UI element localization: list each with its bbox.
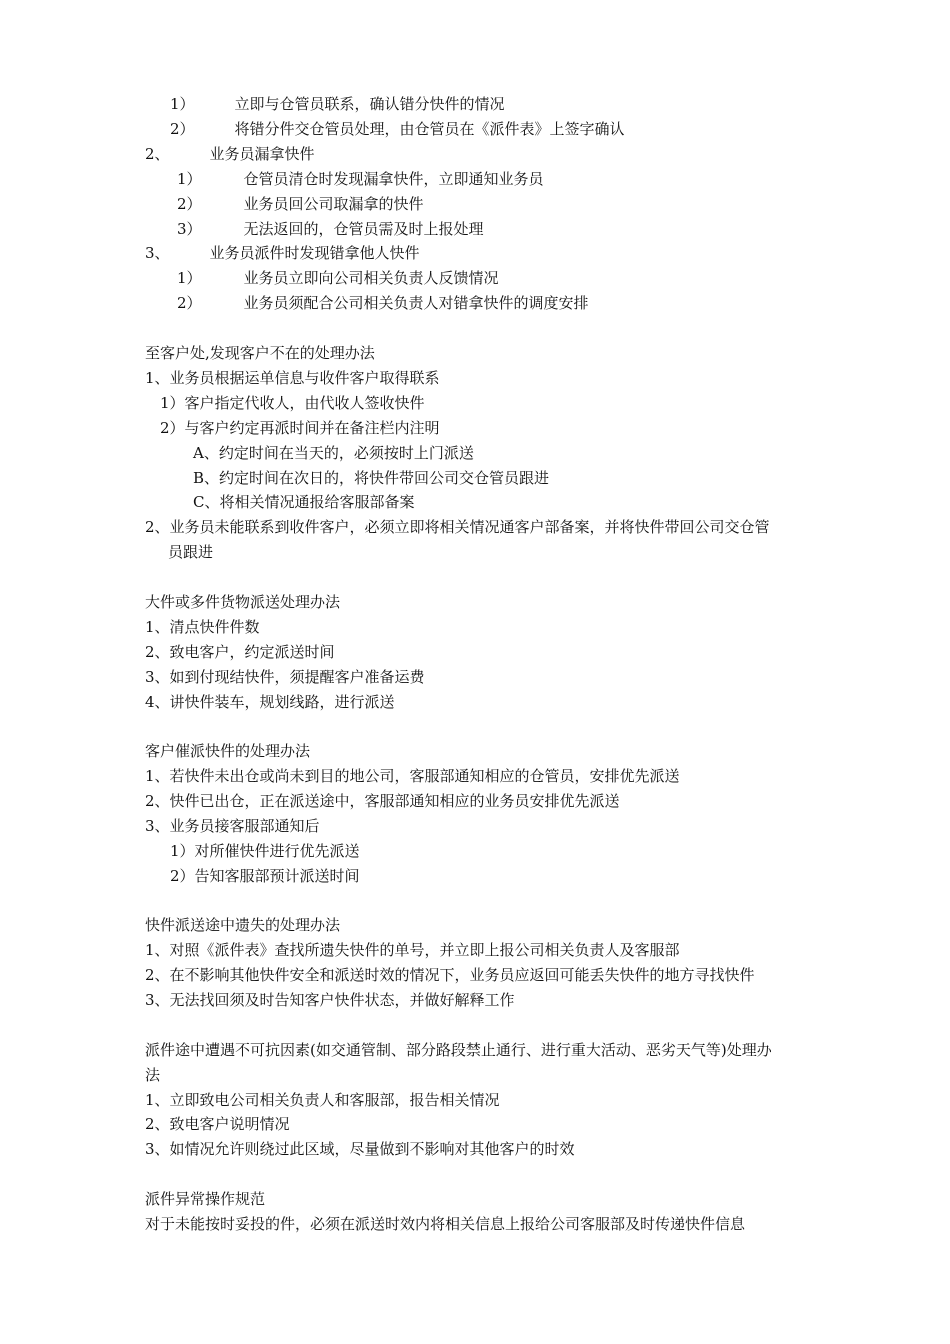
item-text: 业务员须配合公司相关负责人对错拿快件的调度安排 bbox=[243, 294, 589, 312]
list-item: 2、致电客户，约定派送时间 bbox=[145, 643, 335, 661]
body-text: 对于未能按时妥投的件，必须在派送时效内将相关信息上报给公司客服部及时传递快件信息 bbox=[145, 1215, 746, 1233]
list-item: 3、业务员接客服部通知后 bbox=[145, 817, 320, 835]
section-title: 至客户处,发现客户不在的处理办法 bbox=[145, 344, 375, 362]
item-text: 将错分件交仓管员处理，由仓管员在《派件表》上签字确认 bbox=[234, 120, 625, 138]
item-text: 业务员漏拿快件 bbox=[209, 145, 315, 163]
list-item: 1、若快件未出仓或尚未到目的地公司，客服部通知相应的仓管员，安排优先派送 bbox=[145, 767, 680, 785]
item-number: 2、 bbox=[145, 145, 170, 163]
item-number: 2） bbox=[177, 195, 202, 213]
list-item: 1、清点快件件数 bbox=[145, 618, 260, 636]
list-item: 1、业务员根据运单信息与收件客户取得联系 bbox=[145, 369, 440, 387]
list-item bbox=[170, 94, 505, 114]
item-text: 仓管员清仓时发现漏拿快件，立即通知业务员 bbox=[243, 170, 544, 188]
list-item bbox=[177, 169, 544, 189]
option-item: B、约定时间在次日的，将快件带回公司交仓管员跟进 bbox=[193, 469, 550, 487]
item-number: 2） bbox=[170, 120, 195, 138]
list-item: 3、如到付现结快件，须提醒客户准备运费 bbox=[145, 668, 425, 686]
list-item bbox=[145, 144, 315, 164]
sub-item: 1）客户指定代收人，由代收人签收快件 bbox=[160, 394, 425, 412]
item-number: 1） bbox=[177, 269, 202, 287]
section-title: 客户催派快件的处理办法 bbox=[145, 742, 311, 760]
list-item bbox=[177, 194, 424, 214]
list-item: 2、业务员未能联系到收件客户，必须立即将相关情况通客户部备案，并将快件带回公司交仓管 bbox=[145, 518, 770, 536]
list-item: 1、对照《派件表》查找所遗失快件的单号，并立即上报公司相关负责人及客服部 bbox=[145, 941, 680, 959]
list-item: 2、在不影响其他快件安全和派送时效的情况下，业务员应返回可能丢失快件的地方寻找快件 bbox=[145, 966, 755, 984]
section-title: 快件派送途中遗失的处理办法 bbox=[145, 916, 341, 934]
item-text: 业务员回公司取漏拿的快件 bbox=[243, 195, 424, 213]
section-title: 派件途中遭遇不可抗因素(如交通管制、部分路段禁止通行、进行重大活动、恶劣天气等)处理办 bbox=[145, 1041, 772, 1059]
item-text: 业务员派件时发现错拿他人快件 bbox=[209, 244, 420, 262]
item-text: 立即与仓管员联系，确认错分快件的情况 bbox=[234, 95, 505, 113]
list-item: 3、如情况允许则绕过此区域，尽量做到不影响对其他客户的时效 bbox=[145, 1140, 575, 1158]
list-item: 1、立即致电公司相关负责人和客服部，报告相关情况 bbox=[145, 1091, 500, 1109]
item-number: 3） bbox=[177, 220, 202, 238]
list-item: 4、讲快件装车，规划线路，进行派送 bbox=[145, 693, 395, 711]
sub-item: 1）对所催快件进行优先派送 bbox=[170, 842, 360, 860]
sub-item: 2）告知客服部预计派送时间 bbox=[170, 867, 360, 885]
item-number: 1） bbox=[177, 170, 202, 188]
list-item: 2、致电客户说明情况 bbox=[145, 1115, 290, 1133]
item-number: 1） bbox=[170, 95, 195, 113]
section-title-continuation: 法 bbox=[145, 1066, 161, 1084]
section-title: 大件或多件货物派送处理办法 bbox=[145, 593, 341, 611]
list-item bbox=[145, 243, 420, 263]
item-number: 3、 bbox=[145, 244, 170, 262]
option-item: A、约定时间在当天的，必须按时上门派送 bbox=[193, 444, 474, 462]
list-item bbox=[177, 268, 499, 288]
section-title: 派件异常操作规范 bbox=[145, 1190, 266, 1208]
item-text: 无法返回的，仓管员需及时上报处理 bbox=[243, 220, 484, 238]
option-item: C、将相关情况通报给客服部备案 bbox=[193, 493, 415, 511]
sub-item: 2）与客户约定再派时间并在备注栏内注明 bbox=[160, 419, 440, 437]
list-item: 3、无法找回须及时告知客户快件状态，并做好解释工作 bbox=[145, 991, 515, 1009]
list-item-continuation: 员跟进 bbox=[168, 543, 214, 561]
item-number: 2） bbox=[177, 294, 202, 312]
item-text: 业务员立即向公司相关负责人反馈情况 bbox=[243, 269, 499, 287]
list-item bbox=[170, 119, 625, 139]
list-item: 2、快件已出仓，正在派送途中，客服部通知相应的业务员安排优先派送 bbox=[145, 792, 620, 810]
list-item bbox=[177, 293, 589, 313]
list-item bbox=[177, 219, 484, 239]
